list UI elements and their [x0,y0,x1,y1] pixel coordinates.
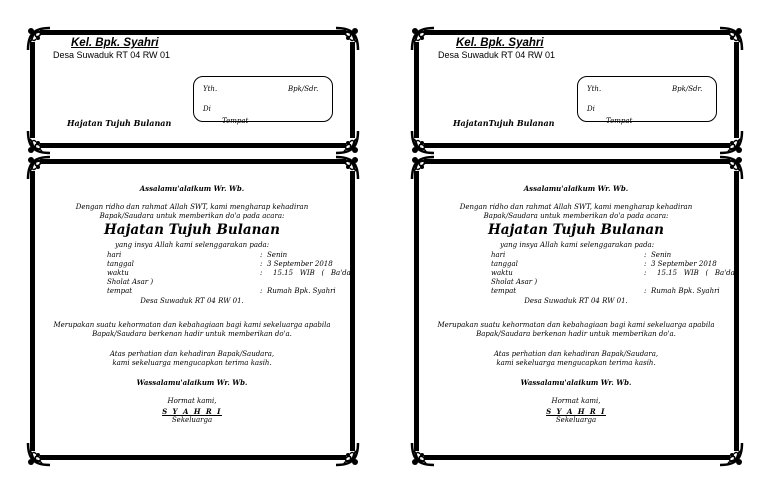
frame-left [414,42,419,138]
thanks-line-1: Atas perhatian dan kehadiran Bapak/Saudara, [109,350,275,358]
detail-row: tanggal : 3 September 2018 [491,260,717,268]
invitation-body [40,178,351,448]
thanks-line-2: kami sekeluarga mengucapkan terima kasih. [496,359,656,367]
event-details [107,251,351,296]
frame-top [424,30,730,35]
detail-row: tempat : Rumah Bpk. Syahri [491,287,720,295]
signer-name: S Y A H R I [162,407,222,416]
frame-bottom [40,143,346,148]
envelope-event-label: Hajatan Tujuh Bulanan [67,118,172,128]
recipient-prefix: Yth. [587,85,602,93]
detail-row: hari : Senin [107,251,288,259]
frame-bottom [40,455,346,460]
frame-right [734,42,739,138]
frame-right [350,171,355,451]
honor-line-1: Merupakan suatu kehormatan dan kebahagiaan bagi kami sekeluarga apabila [53,321,331,329]
frame-top [424,159,730,164]
frame-top [40,159,346,164]
closing: Wassalamu'alaikum Wr. Wb. [136,378,248,387]
recipient-address-box [193,76,333,122]
sender-address: Desa Suwaduk RT 04 RW 01 [53,50,171,60]
closing: Wassalamu'alaikum Wr. Wb. [520,378,632,387]
greeting: Assalamu'alaikum Wr. Wb. [523,184,629,193]
place-line: Desa Suwaduk RT 04 RW 01. [140,297,244,305]
frame-bottom [424,143,730,148]
frame-right [350,42,355,138]
regards: Hormat kami, [167,397,217,405]
intro-line-1: Dengan ridho dan rahmat Allah SWT, kami mengharap kehadiran [75,203,309,211]
intro-line-2: Bapak/Saudara untuk memberikan do'a pada acara: [99,212,285,220]
envelope-event-label: HajatanTujuh Bulanan [453,118,555,128]
greeting: Assalamu'alaikum Wr. Wb. [139,184,245,193]
intro-line-1: Dengan ridho dan rahmat Allah SWT, kami mengharap kehadiran [459,203,693,211]
honor-line-1: Merupakan suatu kehormatan dan kebahagiaan bagi kami sekeluarga apabila [437,321,715,329]
detail-row: Sholat Asar ) [107,278,154,286]
event-title: Hajatan Tujuh Bulanan [104,222,280,238]
thanks-line-2: kami sekeluarga mengucapkan terima kasih. [112,359,272,367]
detail-row: Sholat Asar ) [491,278,538,286]
frame-top [40,30,346,35]
frame-bottom [424,455,730,460]
honor-line-2: Bapak/Saudara berkenan hadir untuk memberikan do'a. [92,330,292,338]
place-prefix: Di [587,105,595,113]
sender-name: Kel. Bpk. Syahri [456,37,544,49]
recipient-title: Bpk/Sdr. [288,85,319,93]
regards: Hormat kami, [551,397,601,405]
frame-left [30,171,35,451]
recipient-title: Bpk/Sdr. [672,85,703,93]
place-line: Desa Suwaduk RT 04 RW 01. [524,297,628,305]
frame-right [734,171,739,451]
frame-left [30,42,35,138]
detail-row: tanggal : 3 September 2018 [107,260,333,268]
place-prefix: Di [203,105,211,113]
frame-left [414,171,419,451]
signer-role: Sekeluarga [555,416,597,424]
ornament-corner-icon [408,24,438,54]
sender-address: Desa Suwaduk RT 04 RW 01 [438,50,556,60]
detail-row: hari : Senin [491,251,672,259]
sender-name: Kel. Bpk. Syahri [71,37,159,49]
place-label: Tempat [606,117,633,125]
honor-line-2: Bapak/Saudara berkenan hadir untuk memberikan do'a. [476,330,676,338]
ornament-corner-icon [24,24,54,54]
schedule-intro: yang insya Allah kami selenggarakan pada: [500,241,655,249]
detail-row: waktu : 15.15 WIB ( Ba'da [107,269,351,277]
signer-name: S Y A H R I [546,407,606,416]
recipient-prefix: Yth. [203,85,218,93]
event-details [491,251,735,296]
detail-row: waktu : 15.15 WIB ( Ba'da [491,269,735,277]
event-title: Hajatan Tujuh Bulanan [488,222,664,238]
detail-row: tempat : Rumah Bpk. Syahri [107,287,336,295]
ornament-corner-icon [332,24,362,54]
place-label: Tempat [222,117,249,125]
schedule-intro: yang insya Allah kami selenggarakan pada: [115,241,270,249]
ornament-corner-icon [716,24,746,54]
thanks-line-1: Atas perhatian dan kehadiran Bapak/Saudara, [493,350,659,358]
invitation-body [424,178,735,448]
intro-line-2: Bapak/Saudara untuk memberikan do'a pada acara: [483,212,669,220]
recipient-address-box [577,76,717,122]
signer-role: Sekeluarga [171,416,213,424]
